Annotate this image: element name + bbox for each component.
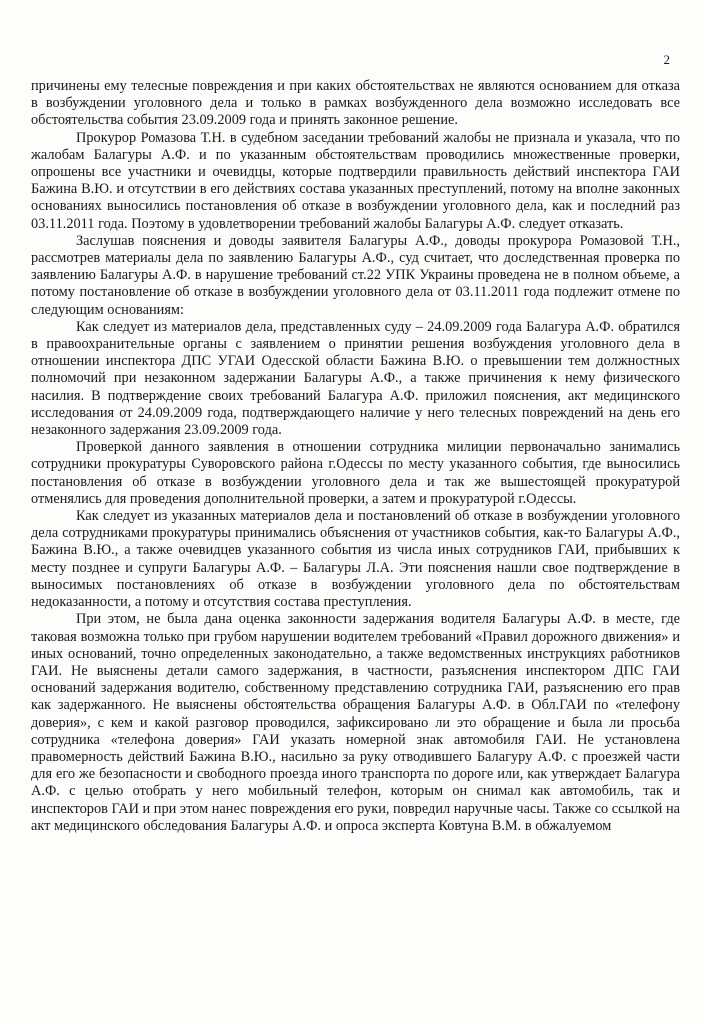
paragraph: Проверкой данного заявления в отношении сотрудника милиции первоначально занимались сотрудники прокуратуры Суворовского района г.Одессы по месту указанного события, где выносились постановления об отказе в возбуждении уголовного дела и так же вышестоящей прокуратурой отменялись для проведения дополнительной проверки, а затем и прокуратурой г.Одессы. <box>31 439 680 507</box>
paragraph: Прокурор Ромазова Т.Н. в судебном заседании требований жалобы не признала и указала, что по жалобам Балагуры А.Ф. и по указанным обстоятельствам проводились множественные проверки, опрошены все участники и очевидцы, которые подтвердили правильность действий инспектора ГАИ Бажина В.Ю. и отсутствии в его действиях состава указанных преступлений, потому на вполне законных основаниях выносились постановления об отказе в возбуждении уголовного дела, как и последний раз 03.11.2011 года. Поэтому в удовлетворении требований жалобы Балагуры А.Ф. следует отказать. <box>31 129 680 232</box>
paragraph: Как следует из указанных материалов дела и постановлений об отказе в возбуждении уголовного дела сотрудниками прокуратуры принимались объяснения от участников события, как-то Балагуры А.Ф., Бажина В.Ю., а также очевидцев указанного события из числа иных сотрудников ГАИ, прибывших к месту позднее и супруги Балагуры А.Ф. – Балагуры Л.А. Эти пояснения нашли свое подтверждение в выносимых постановлениях об отказе в возбуждении уголовного дела по обстоятельствам недоказанности, а потому и отсутствия состава преступления. <box>31 508 680 611</box>
paragraph: При этом, не была дана оценка законности задержания водителя Балагуры А.Ф. в месте, где таковая возможна только при грубом нарушении водителем требований «Правил дорожного движения» и иных оснований, точно определенных законодательно, а также ведомственных инструкциях работников ГАИ. Не выяснены детали самого задержания, в частности, разъяснения инспектором ДПС ГАИ оснований задержания водителю, собственному представлению сотрудника ГАИ, разъяснению его прав как задержанного. Не выяснены обстоятельства обращения Балагуры А.Ф. в Обл.ГАИ по «телефону доверия», с кем и какой разговор проводился, зафиксировано ли это обращение и была ли просьба сотрудника «телефона доверия» ГАИ указать номерной знак автомобиля ГАИ. Не установлена правомерность действий Бажина В.Ю., насильно за руку отводившего Балагуру А.Ф. с проезжей части для его же безопасности и свободного проезда иного транспорта по дороге или, как утверждает Балагура А.Ф. с целью отобрать у него мобильный телефон, которым он снимал как автомобиль, так и инспекторов ГАИ и при этом нанес повреждения его руки, повредил наручные часы. Также со ссылкой на акт медицинского обследования Балагуры А.Ф. и опроса эксперта Ковтуна В.М. в обжалуемом <box>31 611 680 834</box>
paragraph: причинены ему телесные повреждения и при каких обстоятельствах не являются основанием для отказа в возбуждении уголовного дела и только в рамках возбужденного дела возможно исследовать все обстоятельства события 23.09.2009 года и принять законное решение. <box>31 78 680 129</box>
page-number: 2 <box>663 52 670 67</box>
document-body <box>31 78 680 835</box>
paragraph: Как следует из материалов дела, представленных суду – 24.09.2009 года Балагура А.Ф. обратился в правоохранительные органы с заявлением о принятии решения возбуждения уголовного дела в отношении инспектора ДПС УГАИ Одесской области Бажина В.Ю. о превышении тем должностных полномочий при незаконном задержании Балагуры А.Ф., а также причинения к нему физического насилия. В подтверждение своих требований Балагура А.Ф. приложил пояснения, акт медицинского исследования от 24.09.2009 года, подтверждающего наличие у него телесных повреждений на день его незаконного задержания 23.09.2009 года. <box>31 318 680 439</box>
paragraph: Заслушав пояснения и доводы заявителя Балагуры А.Ф., доводы прокурора Ромазовой Т.Н., рассмотрев материалы дела по заявлению Балагуры А.Ф., суд считает, что доследственная проверка по заявлению Балагуры А.Ф. в нарушение требований ст.22 УПК Украины проведена не в полном объеме, а потому постановление об отказе в возбуждении уголовного дела от 03.11.2011 года подлежит отмене по следующим основаниям: <box>31 232 680 318</box>
